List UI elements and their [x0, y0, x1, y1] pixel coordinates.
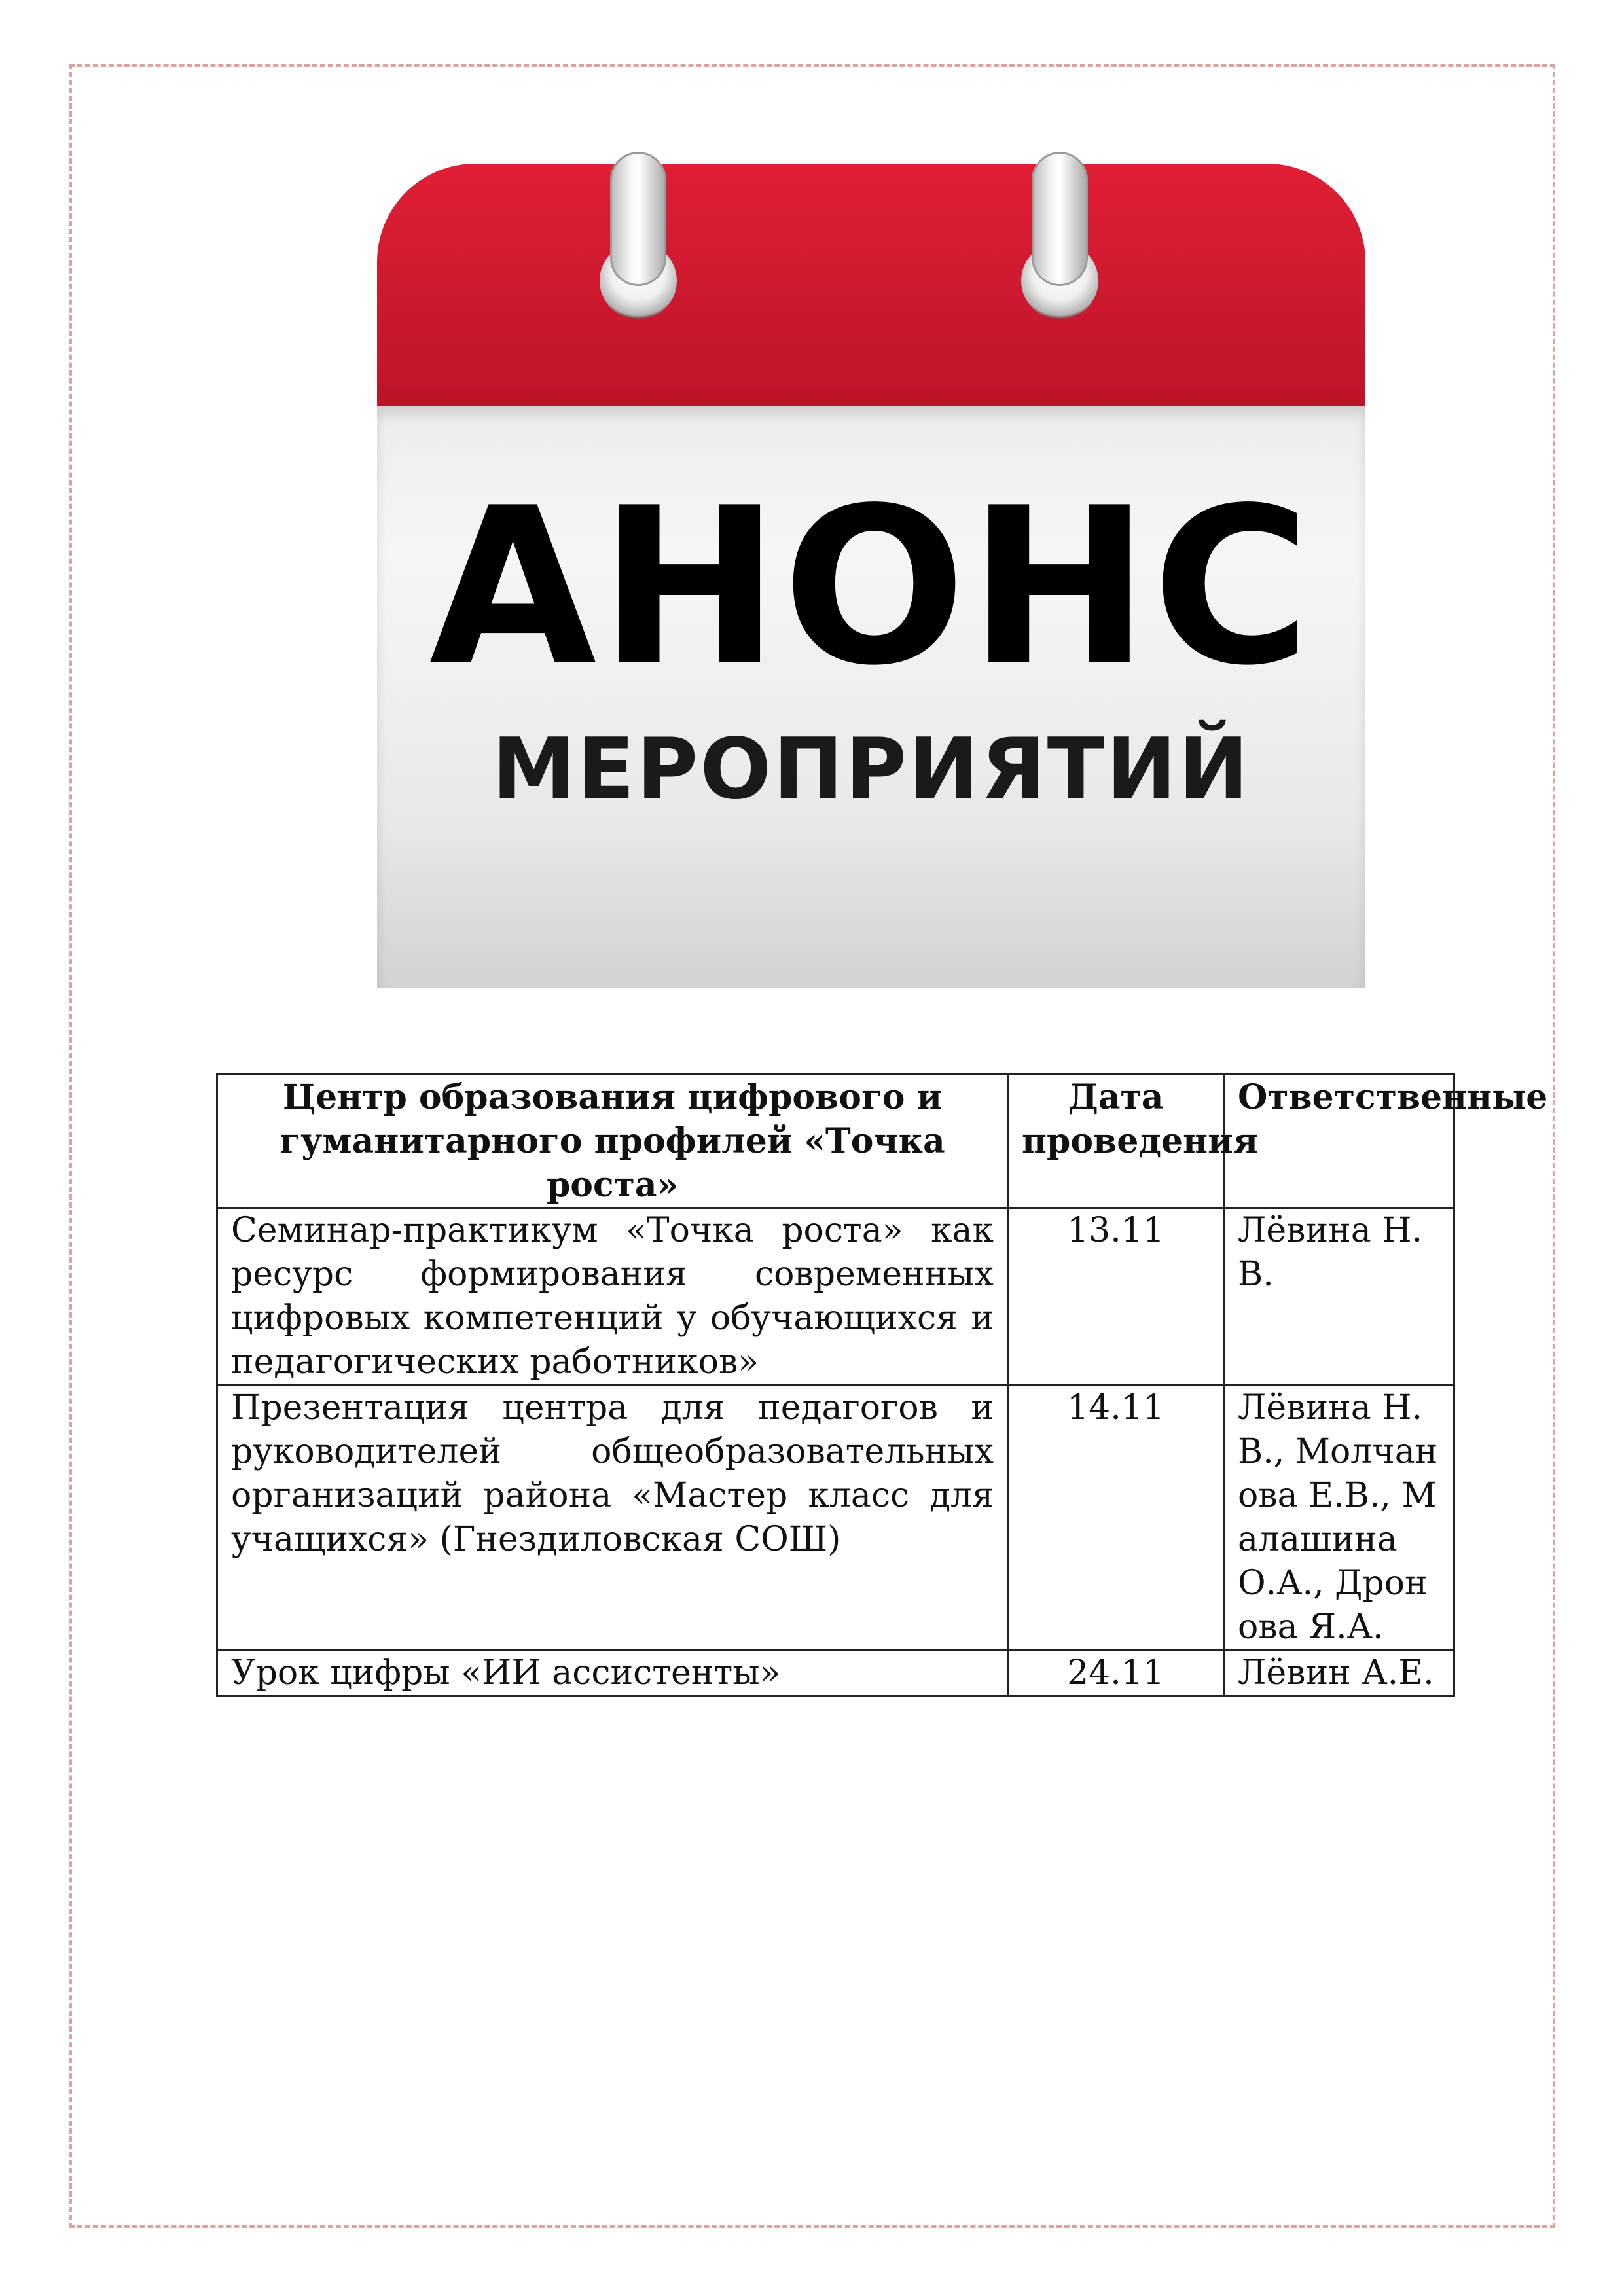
table-row: [217, 1386, 1454, 1651]
event-cell: Презентация центра для педагогов и руководителей общеобразовательных организаций района «Мастер класс для учащихся» (Гнездиловская СОШ): [217, 1386, 1008, 1651]
header-responsible: Ответственные: [1224, 1075, 1454, 1208]
header-event: Центр образования цифрового и гуманитарного профилей «Точка роста»: [217, 1075, 1008, 1208]
event-cell: Урок цифры «ИИ ассистенты»: [217, 1651, 1008, 1696]
announcement-title: АНОНС: [429, 461, 1314, 713]
responsible-cell: Лёвин А.Е.: [1224, 1651, 1454, 1696]
table-header-row: [217, 1075, 1454, 1208]
responsible-cell: Лёвина Н.В., Молчанова Е.В., Малашина О.А., Дронова Я.А.: [1224, 1386, 1454, 1651]
calendar-ring-left: [610, 152, 666, 286]
header-date: Дата проведения: [1008, 1075, 1224, 1208]
table-row: [217, 1651, 1454, 1696]
table-row: [217, 1208, 1454, 1386]
responsible-cell: Лёвина Н.В.: [1224, 1208, 1454, 1386]
events-table: [216, 1073, 1548, 1697]
event-cell: Семинар-практикум «Точка роста» как ресурс формирования современных цифровых компетенций у обучающихся и педагогических работников»: [217, 1208, 1008, 1386]
calendar-ring-right: [1032, 152, 1088, 286]
announcement-subtitle: МЕРОПРИЯТИЙ: [492, 721, 1251, 818]
date-cell: 14.11: [1008, 1386, 1224, 1651]
date-cell: 13.11: [1008, 1208, 1224, 1386]
calendar-banner: [377, 152, 1365, 839]
date-cell: 24.11: [1008, 1651, 1224, 1696]
